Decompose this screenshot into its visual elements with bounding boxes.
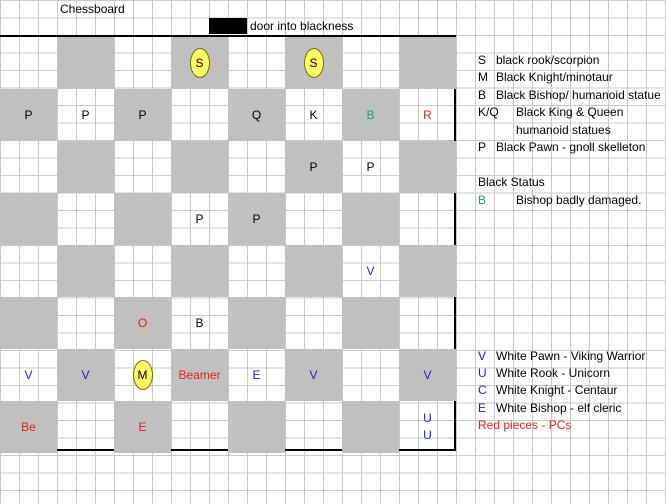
board-piece: V — [309, 368, 318, 382]
board-piece: P — [252, 212, 261, 226]
legend-text-black-2: Black Bishop/ humanoid statue — [496, 88, 661, 102]
dark-square — [171, 141, 228, 193]
legend-text-white-0: White Pawn - Viking Warrior — [496, 349, 646, 363]
legend-row-black-2 — [478, 87, 486, 104]
dark-square — [342, 401, 399, 453]
board-piece: P — [309, 160, 318, 174]
dark-square — [342, 193, 399, 245]
legend-key: M — [478, 70, 488, 84]
legend-row-black-0 — [478, 52, 486, 69]
legend-text-black-3: Black King & Queen — [516, 105, 624, 119]
door-label: door into blackness — [250, 19, 354, 33]
legend-row-black-3 — [478, 104, 499, 121]
board-piece: P — [81, 108, 90, 122]
board-piece: E — [138, 420, 147, 434]
board-piece: P — [366, 160, 375, 174]
legend-key: S — [478, 53, 487, 67]
legend-text-black-5: Black Pawn - gnoll skelleton — [496, 140, 646, 154]
dark-square — [342, 297, 399, 349]
board-piece: Q — [251, 108, 262, 122]
board-piece: P — [24, 108, 33, 122]
status-key: B — [478, 193, 487, 207]
legend-text-black-4: humanoid statues — [516, 123, 611, 137]
legend-key-white-0: V — [478, 349, 487, 363]
board-piece: V — [81, 368, 90, 382]
legend-key-white-1: U — [478, 366, 487, 380]
board-piece: B — [195, 316, 204, 330]
dark-square — [399, 141, 456, 193]
board-piece: U — [423, 411, 432, 425]
dark-square — [0, 297, 57, 349]
board-piece: B — [366, 108, 375, 122]
legend-row-black-5 — [478, 139, 486, 156]
legend-text-white-1: White Rook - Unicorn — [496, 366, 611, 380]
legend-key-white-3: E — [478, 401, 487, 415]
legend-key: P — [478, 140, 487, 154]
legend-key: K/Q — [478, 105, 499, 119]
legend-text-black-0: black rook/scorpion — [496, 53, 600, 67]
status-text: Bishop badly damaged. — [516, 193, 642, 207]
dark-square — [285, 245, 342, 297]
board-piece: V — [366, 264, 375, 278]
dark-square — [399, 245, 456, 297]
dark-square — [171, 245, 228, 297]
dark-square — [0, 193, 57, 245]
door-block — [209, 18, 247, 34]
board-piece: Beamer — [178, 368, 221, 382]
board-piece: V — [423, 368, 432, 382]
page-title: Chessboard — [60, 2, 125, 16]
board-piece: Be — [21, 420, 36, 434]
legend-text-white-2: White Knight - Centaur — [496, 383, 618, 397]
monster-token: M — [133, 360, 153, 390]
board-piece: O — [137, 316, 148, 330]
dark-square — [57, 245, 114, 297]
dark-square — [57, 37, 114, 89]
legend-key: B — [478, 88, 487, 102]
chessboard — [0, 35, 456, 451]
board-piece: P — [195, 212, 204, 226]
legend-row-black-1 — [478, 69, 488, 86]
board-piece: P — [138, 108, 147, 122]
board-piece: V — [24, 368, 33, 382]
board-piece: K — [309, 108, 318, 122]
board-piece: R — [423, 108, 432, 122]
monster-token: S — [304, 48, 324, 78]
legend-text-white-3: White Bishop - elf cleric — [496, 401, 622, 415]
dark-square — [57, 141, 114, 193]
monster-token: S — [190, 48, 210, 78]
dark-square — [399, 37, 456, 89]
board-piece: E — [252, 368, 261, 382]
pcs-note: Red pieces - PCs — [478, 418, 572, 432]
status-heading: Black Status — [478, 175, 545, 189]
dark-square — [228, 401, 285, 453]
board-piece: U — [423, 428, 432, 442]
dark-square — [114, 193, 171, 245]
dark-square — [228, 297, 285, 349]
legend-key-white-2: C — [478, 383, 487, 397]
legend-text-black-1: Black Knight/minotaur — [496, 70, 613, 84]
